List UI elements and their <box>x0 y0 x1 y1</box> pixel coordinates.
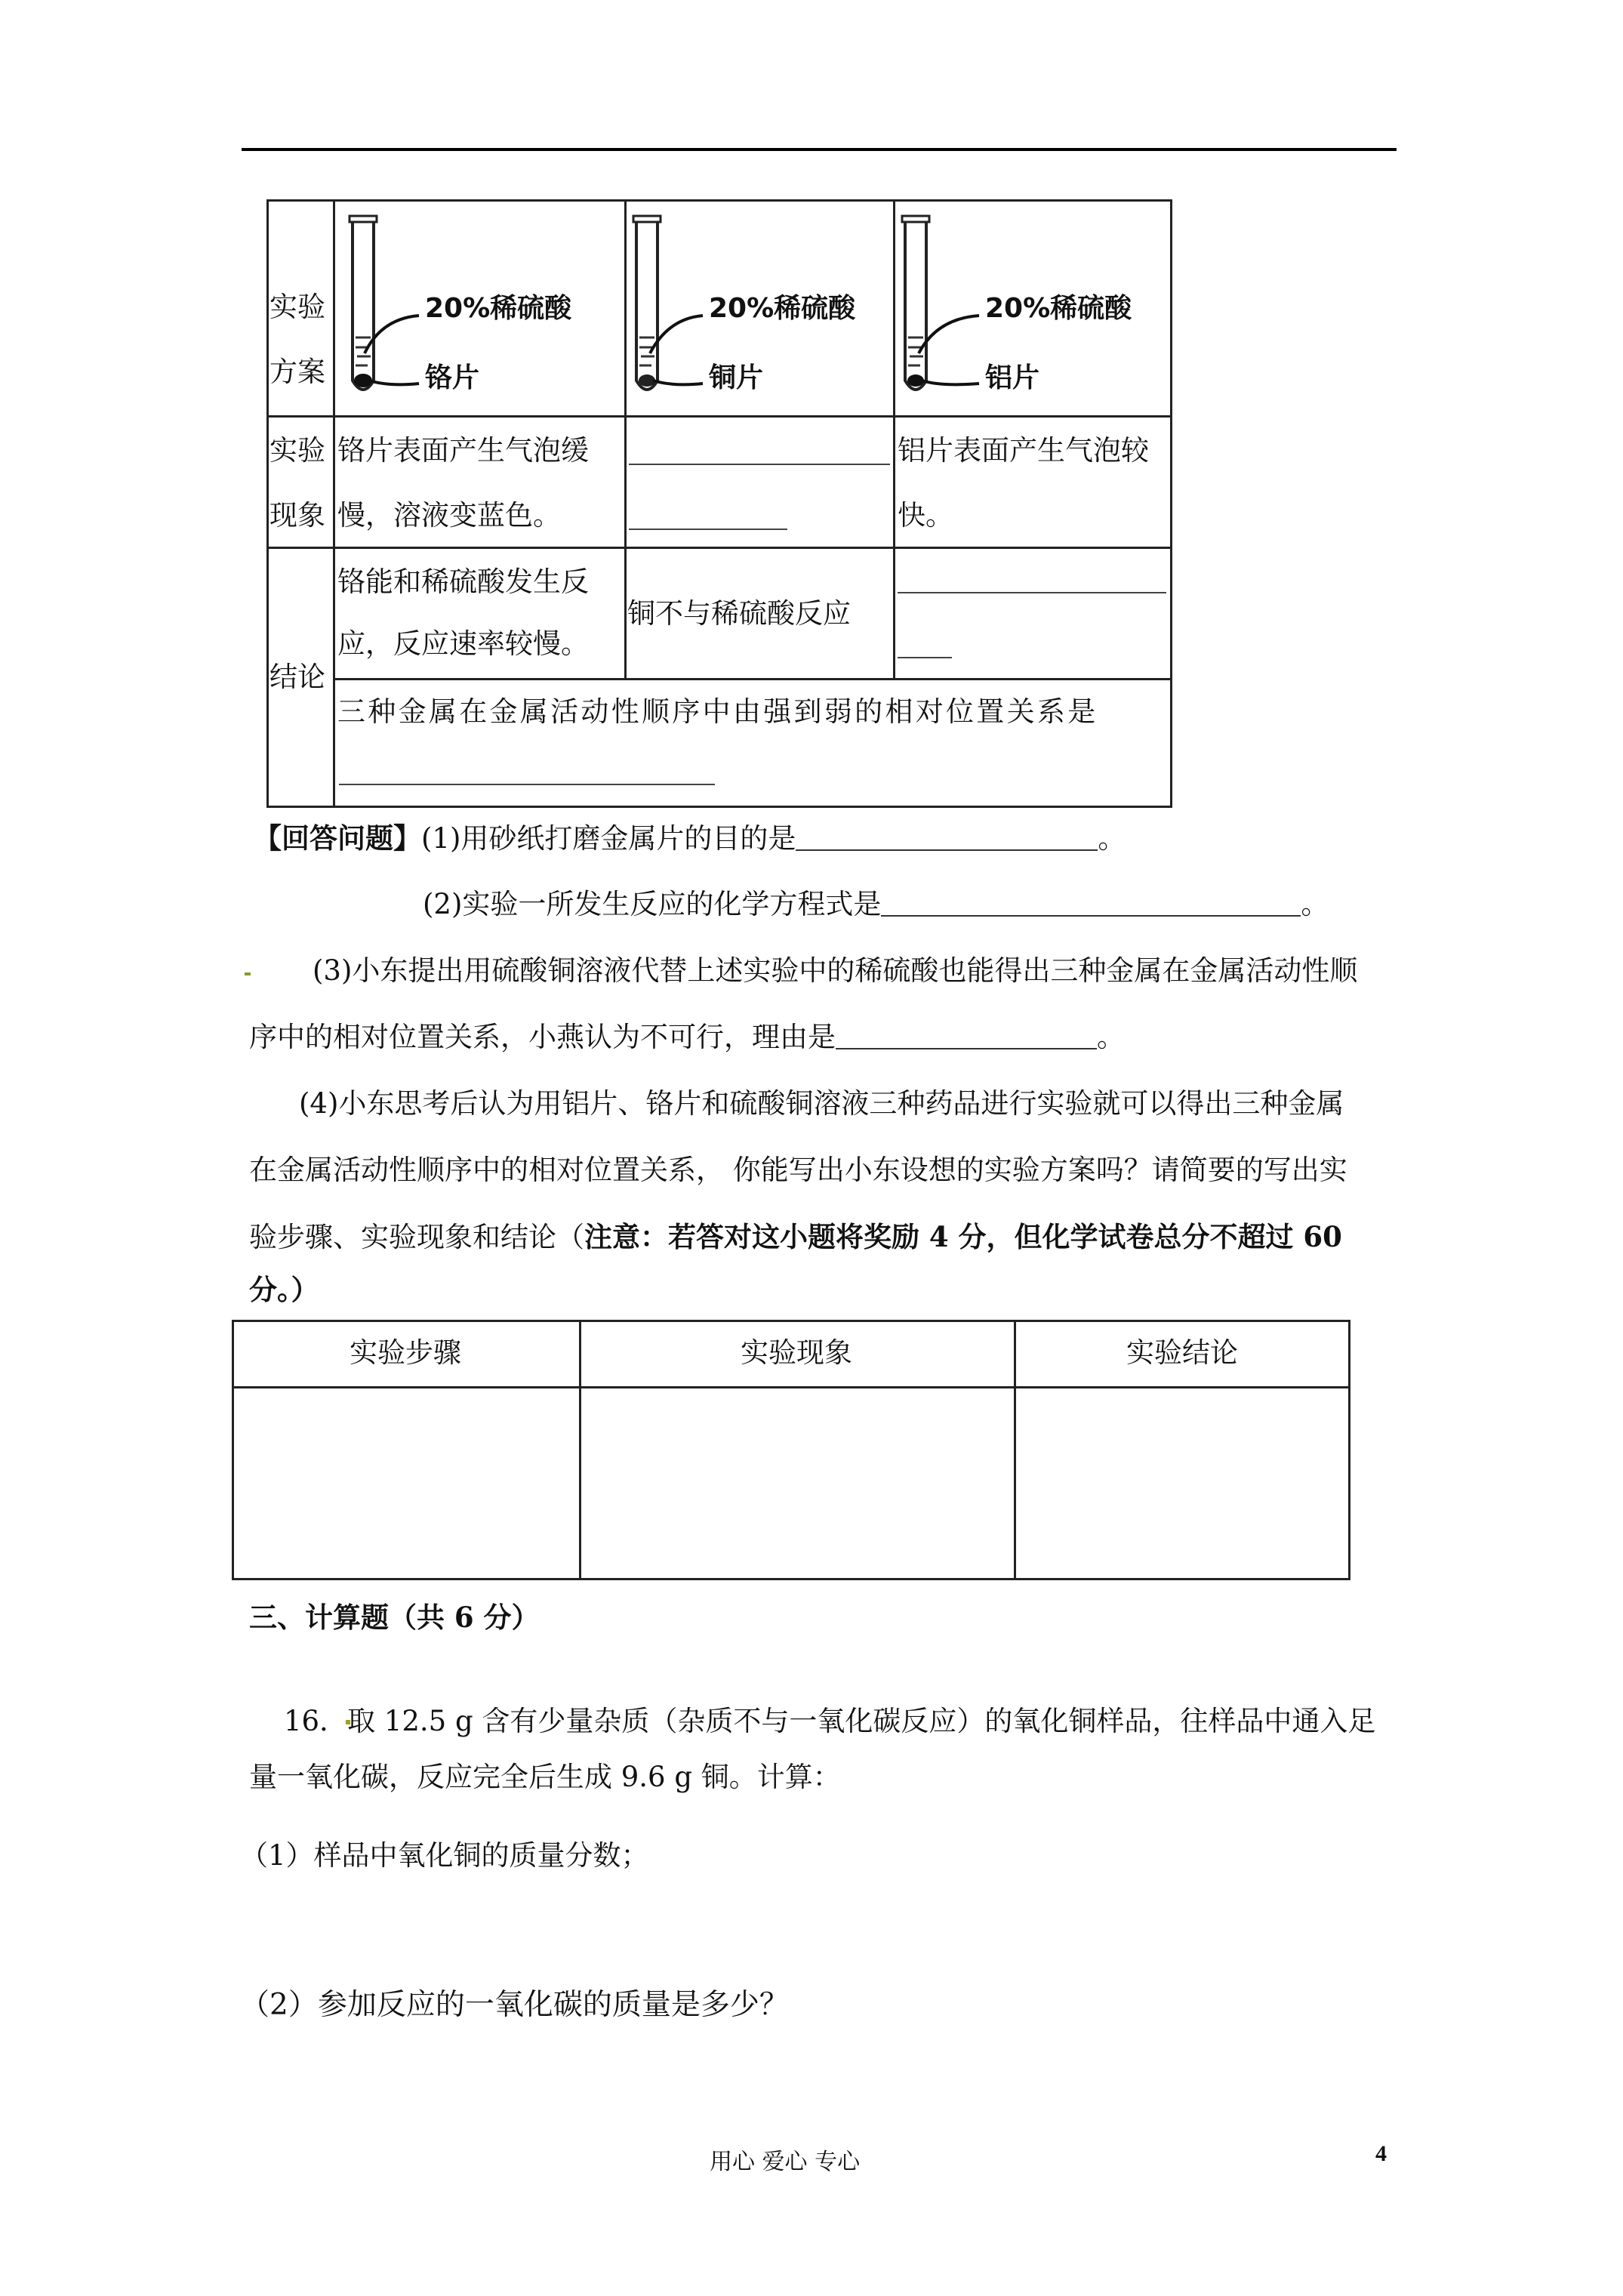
chromium-phenomenon-2: 慢，溶液变蓝色。 <box>337 499 561 532</box>
header-rule <box>242 148 1397 151</box>
chromium-phenomenon-1: 铬片表面产生气泡缓 <box>337 434 589 467</box>
activity-order-prompt: 三种金属在金属活动性顺序中由强到弱的相对位置关系是 <box>337 695 1098 728</box>
sub-question-2: （2）参加反应的一氧化碳的质量是多少？ <box>240 1988 789 2022</box>
acid-label: 20%稀硫酸 <box>425 293 572 324</box>
question-4-line-4: 分。） <box>249 1273 319 1306</box>
header-conclusion: 实验结论 <box>1126 1336 1238 1369</box>
question-1: 【回答问题】(1)用砂纸打磨金属片的目的是 。 <box>254 821 1126 855</box>
question-3-line-1: (3)小东提出用硫酸铜溶液代替上述实验中的稀硫酸也能得出三种金属在金属活动性顺 <box>313 954 1358 987</box>
metal-label: 铬片 <box>425 362 480 393</box>
header-steps: 实验步骤 <box>350 1336 461 1369</box>
copper-phenomenon-blank[interactable] <box>629 464 890 465</box>
answer-questions-label: 【回答问题】 <box>254 821 421 855</box>
section-3-title: 三、计算题（共 6 分） <box>249 1601 540 1634</box>
aluminum-conclusion-blank[interactable] <box>898 592 1166 593</box>
question-2: (2)实验一所发生反应的化学方程式是 。 <box>423 888 1329 920</box>
question-16-line-1: 16．取 12.5 g 含有少量杂质（杂质不与一氧化碳反应）的氧化铜样品，往样品中通入足 <box>284 1705 1376 1737</box>
row-label-plan-1: 实验 <box>269 291 325 323</box>
aluminum-phenomenon-1: 铝片表面产生气泡较 <box>898 434 1149 467</box>
design-table <box>232 1320 1350 1580</box>
row-label-phenomenon-1: 实验 <box>269 434 325 467</box>
test-tube-chromium <box>336 205 623 414</box>
phenomenon-answer-cell[interactable] <box>582 1389 1012 1576</box>
copper-phenomenon-blank-2[interactable] <box>629 529 787 530</box>
header-phenomenon: 实验现象 <box>741 1336 852 1369</box>
metal-label: 铜片 <box>709 362 764 393</box>
row-label-conclusion: 结论 <box>269 661 325 693</box>
question-4-line-2: 在金属活动性顺序中的相对位置关系， 你能写出小东设想的实验方案吗？请简要的写出实 <box>249 1154 1347 1186</box>
experiment-table <box>266 199 1172 808</box>
chromium-conclusion-2: 应，反应速率较慢。 <box>337 627 589 660</box>
q3-blank[interactable] <box>836 1022 1097 1049</box>
metal-label: 铝片 <box>985 362 1040 393</box>
page-number: 4 <box>1375 2141 1387 2166</box>
question-3-line-2: 序中的相对位置关系，小燕认为不可行，理由是 。 <box>249 1021 1125 1053</box>
activity-order-blank[interactable] <box>339 784 715 785</box>
aluminum-conclusion-blank-2[interactable] <box>898 657 952 658</box>
question-4-line-1: (4)小东思考后认为用铝片、铬片和硫酸铜溶液三种药品进行实验就可以得出三种金属 <box>299 1087 1344 1120</box>
sub-question-1: （1）样品中氧化铜的质量分数； <box>240 1839 649 1872</box>
footer-motto: 用心 爱心 专心 <box>710 2149 861 2175</box>
q1-blank[interactable] <box>796 824 1098 851</box>
dot-mark <box>245 972 251 975</box>
row-label-phenomenon-2: 现象 <box>269 499 325 532</box>
test-tube-copper <box>627 205 892 414</box>
steps-answer-cell[interactable] <box>235 1389 577 1576</box>
aluminum-phenomenon-2: 快。 <box>898 499 953 532</box>
chromium-conclusion-1: 铬能和稀硫酸发生反 <box>337 566 589 598</box>
conclusion-answer-cell[interactable] <box>1017 1389 1347 1576</box>
question-16-line-2: 量一氧化碳，反应完全后生成 9.6 g 铜。计算： <box>249 1761 841 1793</box>
acid-label: 20%稀硫酸 <box>985 293 1132 324</box>
question-4-line-3: 验步骤、实验现象和结论（注意：若答对这小题将奖励 4 分，但化学试卷总分不超过 60 <box>249 1220 1342 1253</box>
acid-label: 20%稀硫酸 <box>709 293 856 324</box>
q2-blank[interactable] <box>881 889 1301 917</box>
bonus-note: 注意：若答对这小题将奖励 4 分，但化学试卷总分不超过 60 <box>584 1220 1342 1253</box>
test-tube-aluminum <box>896 205 1168 414</box>
row-label-plan-2: 方案 <box>269 356 325 388</box>
copper-conclusion: 铜不与稀硫酸反应 <box>627 597 851 630</box>
